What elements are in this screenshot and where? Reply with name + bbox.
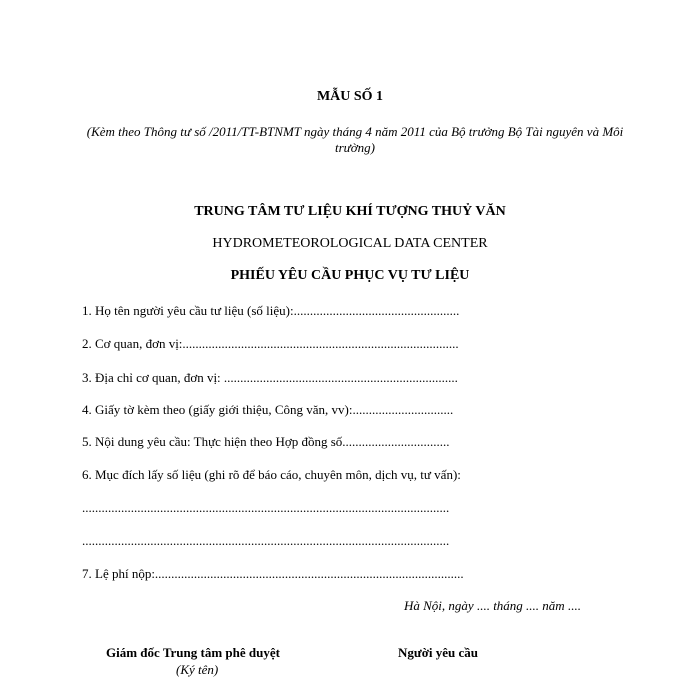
- place-date: Hà Nội, ngày .... tháng .... năm ....: [404, 598, 581, 613]
- organization-name-vn: TRUNG TÂM TƯ LIỆU KHÍ TƯỢNG THUỶ VĂN: [194, 204, 506, 219]
- slip-title: PHIẾU YÊU CẦU PHỤC VỤ TƯ LIỆU: [230, 268, 470, 283]
- field-purpose: 6. Mục đích lấy số liệu (ghi rõ để báo cáo, chuyên môn, dịch vụ, tư vấn):: [82, 467, 461, 482]
- field-attached-documents: 4. Giấy tờ kèm theo (giấy giới thiệu, Công văn, vv):...............................: [82, 402, 454, 417]
- field-requester-name: 1. Họ tên người yêu cầu tư liệu (số liệu):...................................................: [82, 303, 460, 318]
- field-request-content: 5. Nội dung yêu cầu: Thực hiện theo Hợp đồng số.................................: [82, 434, 450, 449]
- attachment-note: (Kèm theo Thông tư số /2011/TT-BTNMT ngày tháng 4 năm 2011 của Bộ trưởng Bộ Tài nguyên và Môi trường): [86, 124, 624, 155]
- field-fee: 7. Lệ phí nộp:...............................................................................................: [82, 566, 464, 581]
- field-purpose-line: .................................................................................................................: [82, 500, 450, 515]
- approver-title: Giám đốc Trung tâm phê duyệt: [106, 645, 280, 660]
- requester-title: Người yêu cầu: [398, 645, 478, 660]
- field-agency: 2. Cơ quan, đơn vị:.....................................................................................: [82, 336, 459, 351]
- form-number: MẪU SỐ 1: [316, 89, 384, 104]
- organization-name-en: HYDROMETEOROLOGICAL DATA CENTER: [212, 236, 488, 251]
- field-purpose-line: .................................................................................................................: [82, 533, 450, 548]
- field-agency-address: 3. Địa chỉ cơ quan, đơn vị: ........................................................................: [82, 370, 458, 385]
- approver-note: (Ký tên): [176, 662, 219, 677]
